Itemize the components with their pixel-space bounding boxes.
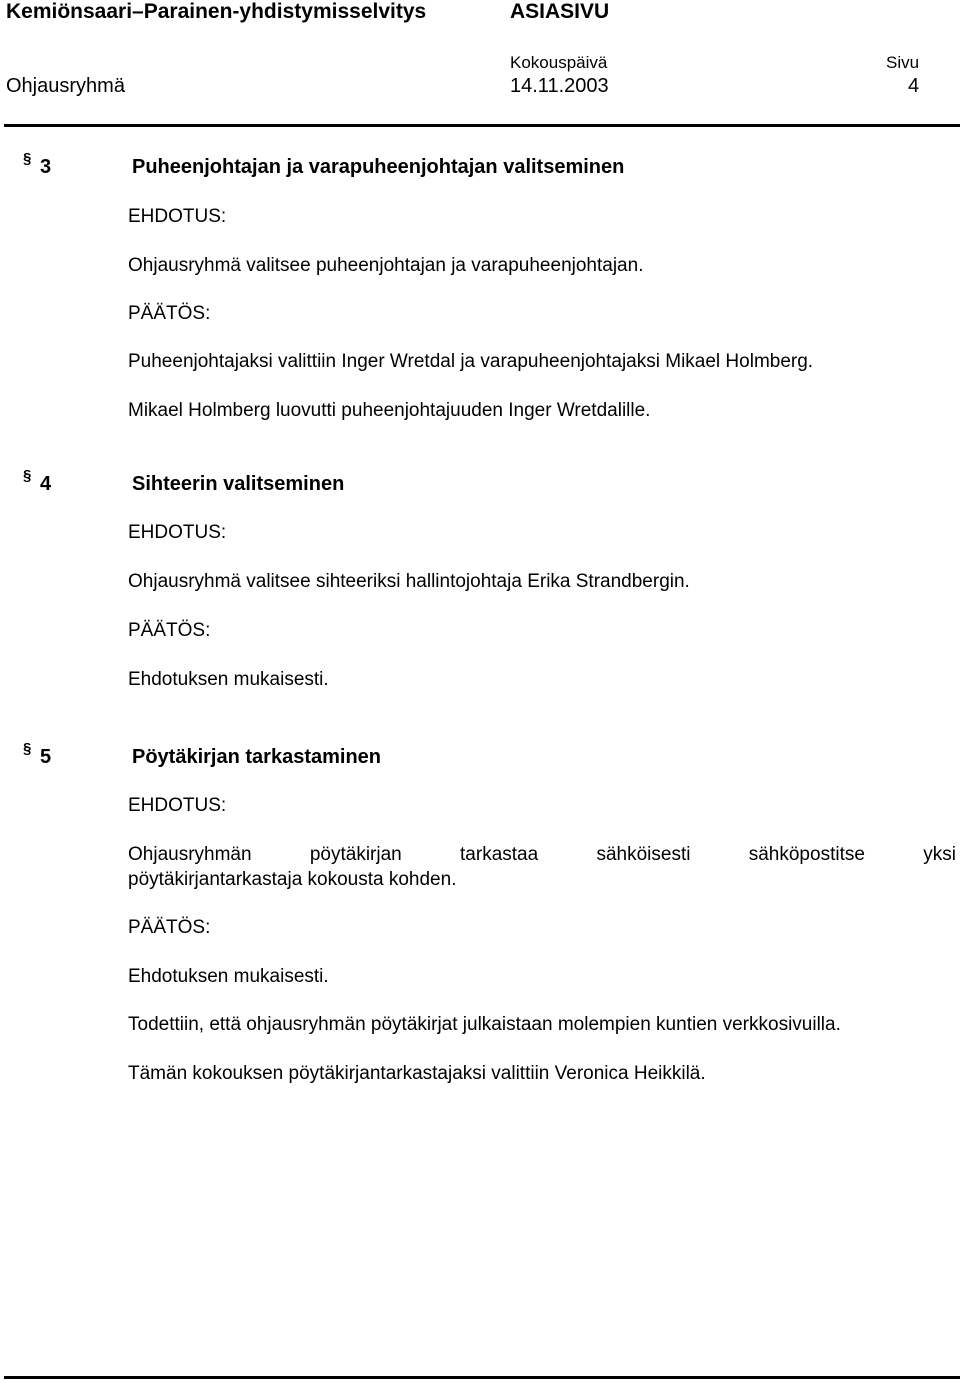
header-divider <box>4 124 960 127</box>
body-name: Ohjausryhmä <box>6 75 125 97</box>
proposal-word: yksi <box>923 844 956 865</box>
proposal-word: sähköisesti <box>596 844 691 865</box>
decision-text: Todettiin, että ohjausryhmän pöytäkirjat julkaistaan molempien kuntien verkkosivuilla. <box>128 1014 841 1035</box>
proposal-word: Ohjausryhmän <box>128 844 252 865</box>
section-title: Puheenjohtajan ja varapuheenjohtajan valitseminen <box>132 156 625 178</box>
section-title: Pöytäkirjan tarkastaminen <box>132 746 381 768</box>
decision-label: PÄÄTÖS: <box>128 620 211 641</box>
proposal-label: EHDOTUS: <box>128 522 227 543</box>
page-label: Sivu <box>886 53 920 72</box>
proposal-word: pöytäkirjan <box>309 844 402 865</box>
section-number: 5 <box>40 746 52 768</box>
section-mark-icon: § <box>23 150 32 167</box>
decision-label: PÄÄTÖS: <box>128 303 211 324</box>
proposal-text: pöytäkirjantarkastaja kokousta kohden. <box>128 869 457 890</box>
proposal-text: Ohjausryhmä valitsee sihteeriksi hallintojohtaja Erika Strandbergin. <box>128 571 690 592</box>
project-title: Kemiönsaari–Parainen-yhdistymisselvitys <box>6 0 427 23</box>
proposal-word: tarkastaa <box>460 844 539 865</box>
decision-text: Ehdotuksen mukaisesti. <box>128 669 329 690</box>
meeting-date-label: Kokouspäivä <box>510 53 608 72</box>
decision-text: Tämän kokouksen pöytäkirjantarkastajaksi valittiin Veronica Heikkilä. <box>128 1063 706 1084</box>
proposal-label: EHDOTUS: <box>128 206 227 227</box>
proposal-text: Ohjausryhmä valitsee puheenjohtajan ja varapuheenjohtajan. <box>128 255 644 276</box>
decision-text: Ehdotuksen mukaisesti. <box>128 966 329 987</box>
section-mark-icon: § <box>23 467 32 484</box>
section-number: 4 <box>40 473 52 495</box>
decision-text: Mikael Holmberg luovutti puheenjohtajuuden Inger Wretdalille. <box>128 400 651 421</box>
section-title: Sihteerin valitseminen <box>132 473 345 495</box>
meeting-date: 14.11.2003 <box>510 75 609 97</box>
proposal-word: sähköpostitse <box>748 844 865 865</box>
section-mark-icon: § <box>23 740 32 757</box>
proposal-text-line <box>128 844 956 866</box>
proposal-label: EHDOTUS: <box>128 795 227 816</box>
page-number: 4 <box>908 75 920 97</box>
section-number: 3 <box>40 156 52 178</box>
document-type: ASIASIVU <box>510 0 610 23</box>
decision-label: PÄÄTÖS: <box>128 917 211 938</box>
decision-text: Puheenjohtajaksi valittiin Inger Wretdal ja varapuheenjohtajaksi Mikael Holmberg. <box>128 351 814 372</box>
footer-divider <box>4 1376 960 1379</box>
